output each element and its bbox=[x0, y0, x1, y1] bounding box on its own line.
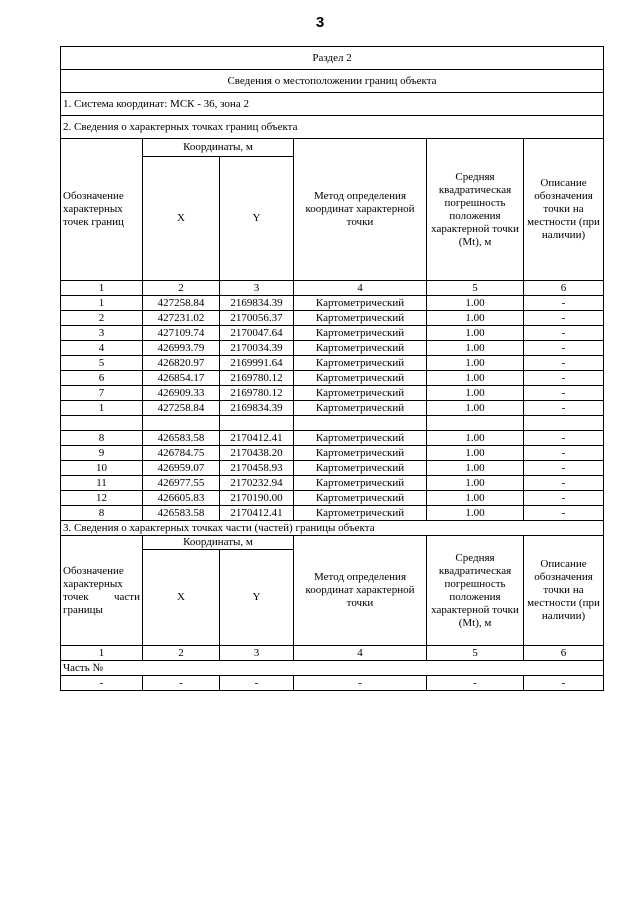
point-row bbox=[61, 326, 604, 341]
point-id-cell: 10 bbox=[61, 461, 143, 476]
coord-x-cell: 426784.75 bbox=[143, 446, 220, 461]
description-cell: - bbox=[524, 401, 604, 416]
header-accuracy-part: Средняя квадратическая погрешность положения характерной точки (Mt), м bbox=[427, 536, 524, 646]
accuracy-cell: 1.00 bbox=[427, 491, 524, 506]
col-number: 1 bbox=[61, 646, 143, 661]
description-cell: - bbox=[524, 491, 604, 506]
description-cell: - bbox=[524, 371, 604, 386]
method-cell: Картометрический bbox=[294, 446, 427, 461]
coord-x-cell: 426583.58 bbox=[143, 431, 220, 446]
column-numbers-row bbox=[61, 281, 604, 296]
point-row bbox=[61, 341, 604, 356]
coord-x-cell: 427109.74 bbox=[143, 326, 220, 341]
header-part-point-designation-text: Обозначение характерных точек части границы bbox=[63, 564, 140, 616]
accuracy-cell: 1.00 bbox=[427, 401, 524, 416]
coord-x-cell: 427258.84 bbox=[143, 401, 220, 416]
accuracy-cell: 1.00 bbox=[427, 446, 524, 461]
description-cell: - bbox=[524, 296, 604, 311]
accuracy-cell: 1.00 bbox=[427, 326, 524, 341]
point-row bbox=[61, 311, 604, 326]
contour-separator-row bbox=[61, 416, 604, 431]
coord-x-cell: 426854.17 bbox=[143, 371, 220, 386]
page-number: 3 bbox=[315, 14, 325, 31]
part-row bbox=[61, 676, 604, 691]
coord-x-cell: 426959.07 bbox=[143, 461, 220, 476]
header-y: Y bbox=[220, 157, 294, 281]
description-cell: - bbox=[524, 506, 604, 521]
accuracy-cell: 1.00 bbox=[427, 476, 524, 491]
col-number: 6 bbox=[524, 646, 604, 661]
coord-x-cell: 426820.97 bbox=[143, 356, 220, 371]
point-row bbox=[61, 491, 604, 506]
header-accuracy: Средняя квадратическая погрешность положения характерной точки (Mt), м bbox=[427, 139, 524, 281]
coord-x-cell: 426909.33 bbox=[143, 386, 220, 401]
part-cell: - bbox=[294, 676, 427, 691]
description-cell: - bbox=[524, 326, 604, 341]
method-cell: Картометрический bbox=[294, 356, 427, 371]
coord-system: 1. Система координат: МСК - 36, зона 2 bbox=[61, 93, 604, 116]
description-cell: - bbox=[524, 446, 604, 461]
point-id-cell: 1 bbox=[61, 401, 143, 416]
section-subtitle: Сведения о местоположении границ объекта bbox=[61, 70, 604, 93]
part-label: Часть № bbox=[61, 661, 604, 676]
header-y-part: Y bbox=[220, 550, 294, 646]
description-cell: - bbox=[524, 311, 604, 326]
method-cell: Картометрический bbox=[294, 296, 427, 311]
description-cell: - bbox=[524, 431, 604, 446]
description-cell: - bbox=[524, 356, 604, 371]
coord-x-cell: 426583.58 bbox=[143, 506, 220, 521]
coord-y-cell: 2170412.41 bbox=[220, 506, 294, 521]
point-row bbox=[61, 386, 604, 401]
description-cell: - bbox=[524, 386, 604, 401]
accuracy-cell: 1.00 bbox=[427, 371, 524, 386]
part-cell: - bbox=[427, 676, 524, 691]
point-row bbox=[61, 446, 604, 461]
point-id-cell: 12 bbox=[61, 491, 143, 506]
col-number: 2 bbox=[143, 646, 220, 661]
point-id-cell: 8 bbox=[61, 506, 143, 521]
method-cell: Картометрический bbox=[294, 476, 427, 491]
description-cell: - bbox=[524, 476, 604, 491]
point-id-cell: 1 bbox=[61, 296, 143, 311]
point-id-cell: 2 bbox=[61, 311, 143, 326]
point-id-cell: 4 bbox=[61, 341, 143, 356]
header-coordinates: Координаты, м bbox=[143, 139, 294, 157]
method-cell: Картометрический bbox=[294, 461, 427, 476]
coord-y-cell: 2170458.93 bbox=[220, 461, 294, 476]
column-numbers-row-part bbox=[61, 646, 604, 661]
part-cell: - bbox=[524, 676, 604, 691]
coord-y-cell: 2170232.94 bbox=[220, 476, 294, 491]
col-number: 6 bbox=[524, 281, 604, 296]
accuracy-cell: 1.00 bbox=[427, 356, 524, 371]
method-cell: Картометрический bbox=[294, 506, 427, 521]
point-row bbox=[61, 476, 604, 491]
method-cell: Картометрический bbox=[294, 431, 427, 446]
point-id-cell: 9 bbox=[61, 446, 143, 461]
point-id-cell: 8 bbox=[61, 431, 143, 446]
method-cell: Картометрический bbox=[294, 386, 427, 401]
method-cell: Картометрический bbox=[294, 401, 427, 416]
coord-x-cell: 427258.84 bbox=[143, 296, 220, 311]
coord-y-cell: 2170047.64 bbox=[220, 326, 294, 341]
header-x: X bbox=[143, 157, 220, 281]
section-title: Раздел 2 bbox=[61, 47, 604, 70]
col-number: 5 bbox=[427, 281, 524, 296]
point-id-cell: 11 bbox=[61, 476, 143, 491]
coord-y-cell: 2170190.00 bbox=[220, 491, 294, 506]
col-number: 3 bbox=[220, 646, 294, 661]
header-part-point-designation bbox=[61, 536, 143, 646]
part2-title: 2. Сведения о характерных точках границ объекта bbox=[61, 116, 604, 139]
description-cell: - bbox=[524, 341, 604, 356]
col-number: 2 bbox=[143, 281, 220, 296]
point-row bbox=[61, 296, 604, 311]
description-cell: - bbox=[524, 461, 604, 476]
col-number: 5 bbox=[427, 646, 524, 661]
point-row bbox=[61, 371, 604, 386]
coord-x-cell: 426977.55 bbox=[143, 476, 220, 491]
col-number: 4 bbox=[294, 646, 427, 661]
method-cell: Картометрический bbox=[294, 371, 427, 386]
coord-y-cell: 2170056.37 bbox=[220, 311, 294, 326]
coord-x-cell: 426605.83 bbox=[143, 491, 220, 506]
method-cell: Картометрический bbox=[294, 341, 427, 356]
point-row bbox=[61, 461, 604, 476]
point-id-cell: 5 bbox=[61, 356, 143, 371]
header-method-part: Метод определения координат характерной точки bbox=[294, 536, 427, 646]
header-x-part: X bbox=[143, 550, 220, 646]
coord-y-cell: 2170438.20 bbox=[220, 446, 294, 461]
part-cell: - bbox=[143, 676, 220, 691]
part-cell: - bbox=[220, 676, 294, 691]
coord-y-cell: 2169834.39 bbox=[220, 401, 294, 416]
coord-y-cell: 2169780.12 bbox=[220, 371, 294, 386]
coord-x-cell: 427231.02 bbox=[143, 311, 220, 326]
point-id-cell: 7 bbox=[61, 386, 143, 401]
col-number: 4 bbox=[294, 281, 427, 296]
col-number: 1 bbox=[61, 281, 143, 296]
accuracy-cell: 1.00 bbox=[427, 506, 524, 521]
accuracy-cell: 1.00 bbox=[427, 461, 524, 476]
accuracy-cell: 1.00 bbox=[427, 296, 524, 311]
accuracy-cell: 1.00 bbox=[427, 341, 524, 356]
header-point-designation: Обозначение характерных точек границ bbox=[61, 139, 143, 281]
coord-y-cell: 2169991.64 bbox=[220, 356, 294, 371]
accuracy-cell: 1.00 bbox=[427, 386, 524, 401]
point-row bbox=[61, 431, 604, 446]
coord-x-cell: 426993.79 bbox=[143, 341, 220, 356]
point-row bbox=[61, 506, 604, 521]
header-description: Описание обозначения точки на местности (при наличии) bbox=[524, 139, 604, 281]
method-cell: Картометрический bbox=[294, 326, 427, 341]
coord-y-cell: 2170412.41 bbox=[220, 431, 294, 446]
accuracy-cell: 1.00 bbox=[427, 311, 524, 326]
coord-y-cell: 2170034.39 bbox=[220, 341, 294, 356]
header-coordinates-part: Координаты, м bbox=[143, 536, 294, 550]
boundary-table bbox=[60, 46, 604, 691]
part3-title: 3. Сведения о характерных точках части (частей) границы объекта bbox=[61, 521, 604, 536]
accuracy-cell: 1.00 bbox=[427, 431, 524, 446]
col-number: 3 bbox=[220, 281, 294, 296]
coord-y-cell: 2169834.39 bbox=[220, 296, 294, 311]
coord-y-cell: 2169780.12 bbox=[220, 386, 294, 401]
method-cell: Картометрический bbox=[294, 311, 427, 326]
point-row bbox=[61, 401, 604, 416]
header-method: Метод определения координат характерной точки bbox=[294, 139, 427, 281]
point-id-cell: 3 bbox=[61, 326, 143, 341]
header-description-part: Описание обозначения точки на местности (при наличии) bbox=[524, 536, 604, 646]
part-cell: - bbox=[61, 676, 143, 691]
point-row bbox=[61, 356, 604, 371]
method-cell: Картометрический bbox=[294, 491, 427, 506]
point-id-cell: 6 bbox=[61, 371, 143, 386]
